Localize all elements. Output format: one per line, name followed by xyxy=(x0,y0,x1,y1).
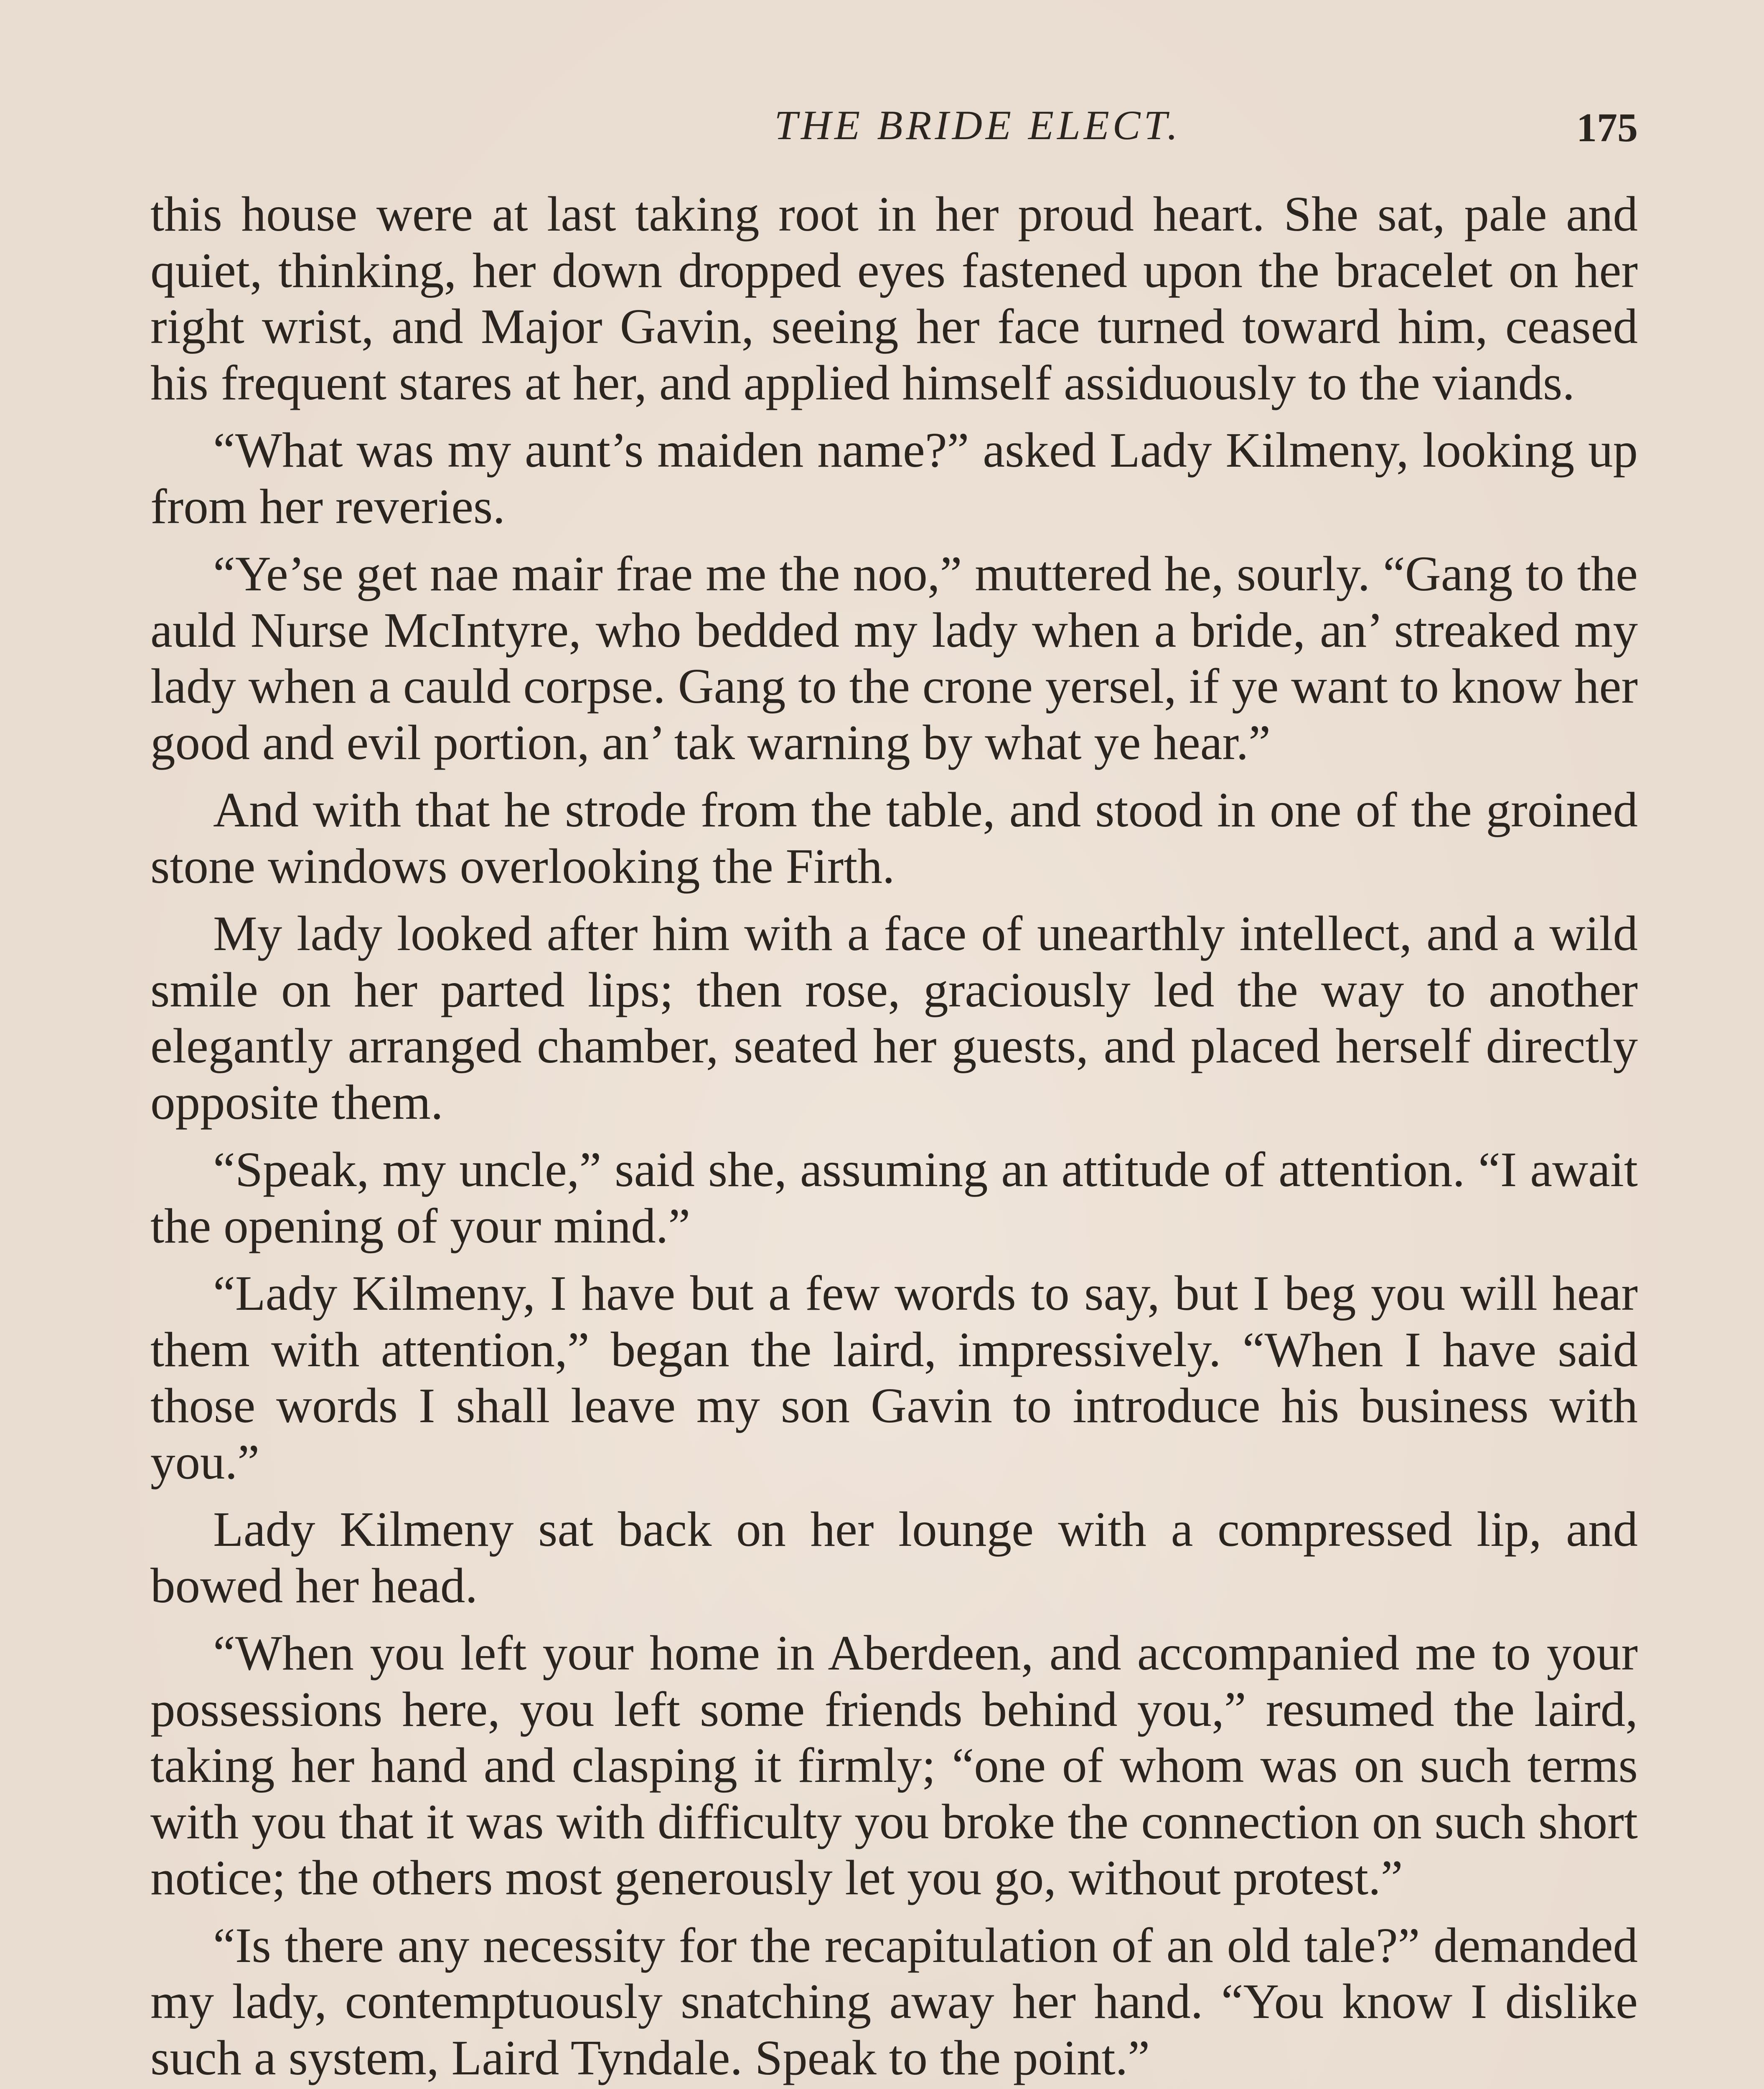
paragraph: this house were at last taking root in her proud heart. She sat, pale and quiet, thinking, her down dropped eyes fastened upon the bracelet on her right wrist, and Major Gavin, seeing her face turned toward him, ceased his frequent stares at her, and applied himself assiduously to the viands. xyxy=(150,186,1638,410)
paragraph: “What was my aunt’s maiden name?” asked Lady Kilmeny, looking up from her reveries. xyxy=(150,422,1638,534)
body-text xyxy=(150,186,1638,2089)
paragraph: My lady looked after him with a face of unearthly intellect, and a wild smile on her parted lips; then rose, graciously led the way to another elegantly arranged chamber, seated her guests, and placed herself directly opposite them. xyxy=(150,906,1638,1130)
paragraph: Lady Kilmeny sat back on her lounge with a compressed lip, and bowed her head. xyxy=(150,1502,1638,1613)
paragraph: And with that he strode from the table, and stood in one of the groined stone windows overlooking the Firth. xyxy=(150,782,1638,894)
paragraph: “Is there any necessity for the recapitulation of an old tale?” demanded my lady, contemptuously snatching away her hand. “You know I dislike such a system, Laird Tyndale. Speak to the point.” xyxy=(150,1917,1638,2085)
paragraph: “When you left your home in Aberdeen, and accompanied me to your possessions here, you left some friends behind you,” resumed the laird, taking her hand and clasping it firmly; “one of whom was on such terms with you that it was with difficulty you broke the connection on such short notice; the others most generously let you go, without protest.” xyxy=(150,1625,1638,1905)
paragraph: “Ye’se get nae mair frae me the noo,” muttered he, sourly. “Gang to the auld Nurse McIntyre, who bedded my lady when a bride, an’ streaked my lady when a cauld corpse. Gang to the crone yersel, if ye want to know her good and evil portion, an’ tak warning by what ye hear.” xyxy=(150,546,1638,770)
paragraph: “Speak, my uncle,” said she, assuming an attitude of attention. “I await the opening of your mind.” xyxy=(150,1142,1638,1253)
running-head xyxy=(150,96,1638,155)
running-title: THE BRIDE ELECT. xyxy=(774,102,1181,148)
paragraph: “Lady Kilmeny, I have but a few words to say, but I beg you will hear them with attention,” began the laird, impressively. “When I have said those words I shall leave my son Gavin to introduce his business with you.” xyxy=(150,1266,1638,1489)
page-number: 175 xyxy=(1576,105,1638,150)
